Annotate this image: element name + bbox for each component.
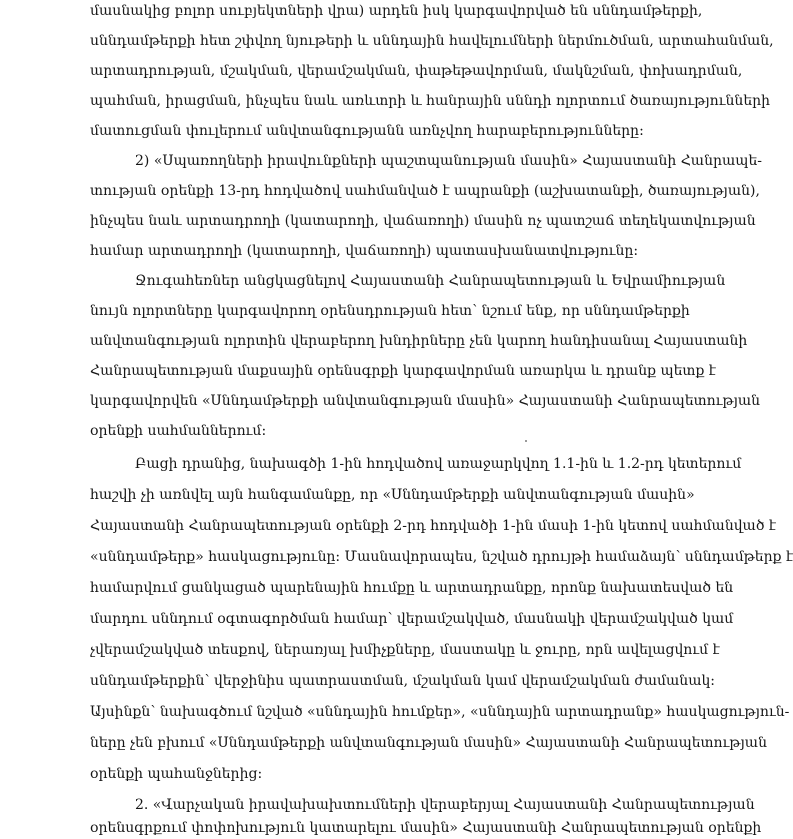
text-line: կարգավորվեն «Սննդամթերքի անվտանգության մասին» Հայաստանի Հանրապետության xyxy=(90,393,761,409)
text-line: օրենսգրքում փոփոխություն կատարելու մասին» Հայաստանի Հանրապետության օրենքի xyxy=(90,820,762,836)
text-line: «սննդամթերք» հասկացությունը: Մասնավորապես, նշված դրույթի համաձայն՝ սննդամթերք է xyxy=(90,549,793,565)
text-line: համար արտադրողի (կատարողի, վաճառողի) պատասխանատվությունը: xyxy=(90,243,639,259)
text-line: մարդու սննդում օգտագործման համար՝ վերամշակված, մասնակի վերամշակված կամ xyxy=(90,611,734,627)
text-line: արտադրության, մշակման, վերամշակման, փաթեթավորման, մակնշման, փոխադրման, xyxy=(90,63,743,79)
text-line: չվերամշակված տեսքով, ներառյալ խմիչքները, մաստակը և ջուրը, որն ավելացվում է xyxy=(90,642,720,658)
text-line: Հանրապետության մաքսային օրենսգրքի կարգավորման առարկա և դրանք պետք է xyxy=(90,363,716,379)
text-line: սննդամթերքի հետ շփվող նյութերի և սննդային հավելումների ներմուծման, արտահանման, xyxy=(90,33,774,49)
text-line: անվտանգության ոլորտին վերաբերող խնդիրները չեն կարող հանդիսանալ Հայաստանի xyxy=(90,333,748,349)
scan-speck xyxy=(525,440,527,442)
text-line: ները չեն բխում «Սննդամթերքի անվտանգության մասին» Հայաստանի Հանրապետության xyxy=(90,735,767,751)
text-line: տության օրենքի 13-րդ հոդվածով սահմանված է ապրանքի (աշխատանքի, ծառայության), xyxy=(90,183,760,199)
text-line: ինչպես նաև արտադրողի (կատարողի, վաճառողի) մասին ոչ պատշաճ տեղեկատվության xyxy=(90,213,756,229)
text-line: հաշվի չի առնվել այն հանգամանքը, որ «Սննդամթերքի անվտանգության մասին» xyxy=(90,487,695,503)
text-line: Այսինքն՝ նախագծում նշված «սննդային հումքեր», «սննդային արտադրանք» հասկացություն- xyxy=(90,704,790,720)
text-line: օրենքի սահմաններում: xyxy=(90,423,267,439)
section-heading-line: 2. «Վարչական իրավախախտումների վերաբերյալ Հայաստանի Հանրապետության xyxy=(135,797,755,813)
text-line: սննդամթերքին՝ վերջինիս պատրաստման, մշակման կամ վերամշակման ժամանակ: xyxy=(90,673,715,689)
paragraph-first-line: Բացի դրանից, նախագծի 1-ին հոդվածով առաջարկվող 1.1-ին և 1.2-րդ կետերում xyxy=(135,456,742,472)
text-line: նույն ոլորտները կարգավորող օրենսդրության հետ՝ նշում ենք, որ սննդամթերքի xyxy=(90,303,690,319)
text-line: համարվում ցանկացած պարենային հումքը և արտադրանքը, որոնք նախատեսված են xyxy=(90,580,734,596)
paragraph-first-line: Ջուգահեռներ անցկացնելով Հայաստանի Հանրապետության և Եվրամիության xyxy=(135,273,726,289)
text-line: պահման, իրացման, ինչպես նաև առևտրի և հանրային սննդի ոլորտում ծառայությունների xyxy=(90,93,771,109)
text-line: Հայաստանի Հանրապետության օրենքի 2-րդ հոդվածի 1-ին մասի 1-ին կետով սահմանված է xyxy=(90,518,777,534)
text-line: օրենքի պահանջներից: xyxy=(90,766,263,782)
text-line: մատուցման փուլերում անվտանգությանն առնչվող հարաբերությունները: xyxy=(90,123,644,139)
text-line: մասնակից բոլոր սուբյեկտների վրա) արդեն իսկ կարգավորված են սննդամթերքի, xyxy=(90,3,703,19)
paragraph-first-line: 2) «Սպառողների իրավունքների պաշտպանության մասին» Հայաստանի Հանրապե- xyxy=(135,153,762,169)
